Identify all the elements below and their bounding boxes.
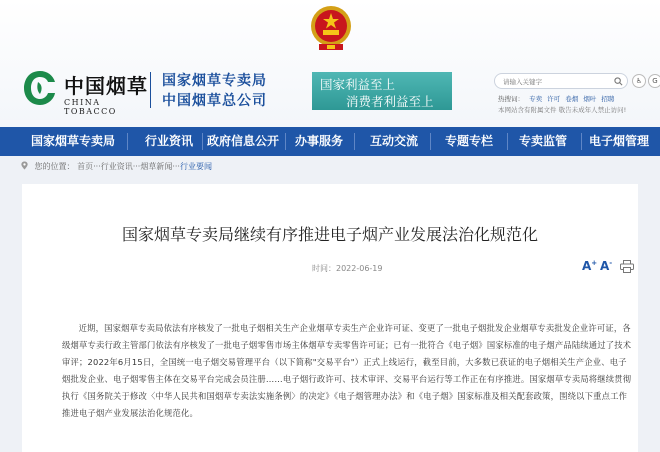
org-name-line1: 国家烟草专卖局 (162, 73, 267, 89)
nav-divider (354, 133, 355, 150)
font-larger-label: A (582, 259, 592, 273)
font-smaller-button[interactable]: A- (600, 259, 613, 273)
org-name (162, 71, 267, 111)
breadcrumb-current[interactable]: 行业要闻 (179, 162, 212, 171)
nav-item-services[interactable]: 办事服务 (295, 134, 344, 148)
national-emblem-icon (309, 4, 353, 54)
nav-item-topics[interactable]: 专题专栏 (445, 134, 494, 148)
article-title: 国家烟草专卖局继续有序推进电子烟产业发展法治化规范化 (121, 225, 538, 244)
location-icon (20, 161, 29, 170)
breadcrumb (20, 161, 212, 172)
print-icon[interactable] (620, 260, 634, 273)
nav-divider (127, 133, 128, 150)
accessibility-icon[interactable]: ♿ (632, 74, 646, 88)
hot-search (498, 94, 617, 103)
logo-english: CHINA TOBACCO (64, 98, 117, 116)
nav-divider (581, 133, 582, 150)
hot-word[interactable]: 许可 (547, 95, 561, 103)
logo-chinese: 中国烟草 (64, 74, 148, 98)
logo-divider (150, 72, 151, 108)
breadcrumb-path[interactable]: 首页···行业资讯···烟草新闻··· (77, 162, 180, 171)
mobile-icon[interactable]: G (648, 74, 660, 88)
search-box (494, 73, 628, 89)
hot-word[interactable]: 烟叶 (583, 95, 597, 103)
nav-item-gov-info[interactable]: 政府信息公开 (207, 134, 280, 148)
nav-item-interaction[interactable]: 互动交流 (370, 134, 419, 148)
hot-word[interactable]: 招聘 (601, 95, 615, 103)
hot-search-label: 热搜词： (498, 95, 524, 103)
site-header (0, 0, 660, 127)
nav-divider (430, 133, 431, 150)
article-panel (22, 184, 638, 452)
nav-item-e-cigarette[interactable]: 电子烟管理 (589, 134, 650, 148)
tobacco-logo-icon (22, 68, 58, 108)
nav-divider (202, 133, 203, 150)
font-smaller-label: A (600, 259, 610, 273)
site-notice-attachments: 本网站含有附属文件 (498, 106, 557, 114)
search-input[interactable] (503, 76, 613, 87)
nav-item-industry-news[interactable]: 行业资讯 (145, 134, 194, 148)
main-nav (0, 127, 660, 156)
search-icon[interactable] (614, 77, 623, 86)
slogan-banner (312, 72, 452, 110)
article-body: 近期，国家烟草专卖局依法有序核发了一批电子烟相关生产企业烟草专卖生产企业许可证、变更了一批电子烟批发企业烟草专卖批发企业许可证，各级烟草专卖行政主管部门依法有序核发了一批电子烟零售市场主体烟草专卖零售许可证；已有一批符合《电子烟》国家标准的电子烟产品陆续通过了技术审评；2022年6月15日，全国统一电子烟交易管理平台（以下简称"交易平台"）正式上线运行，截至目前，大多数已获证的电子烟相关生产企业、电子烟批发企业、电子烟零售主体在交易平台完成会员注册……电子烟行政许可、技术审评、交易平台运行等工作正在有序推进。国家烟草专卖局将继续贯彻执行《国务院关于修改〈中华人民共和国烟草专卖法实施条例〉的决定》《电子烟管理办法》和《电子烟》国家标准及相关配套政策，围绕以下重点工作推进电子烟产业发展法治化规范化。 (62, 323, 632, 418)
nav-item-supervision[interactable]: 专卖监管 (519, 134, 568, 148)
breadcrumb-label: 您的位置： (34, 162, 75, 171)
nav-divider (507, 133, 508, 150)
slogan-line2: 消费者利益至上 (346, 94, 434, 109)
site-notice-minors: 敬告未成年人禁止访问! (558, 106, 627, 114)
tobacco-logo[interactable] (22, 68, 152, 116)
hot-word[interactable]: 专卖 (529, 95, 543, 103)
nav-item-bureau[interactable]: 国家烟草专卖局 (31, 134, 116, 148)
site-notice (498, 105, 626, 114)
org-name-line2: 中国烟草总公司 (162, 93, 267, 109)
font-larger-button[interactable]: A+ (582, 259, 598, 273)
hot-word[interactable]: 卷烟 (565, 95, 579, 103)
slogan-line1: 国家利益至上 (320, 77, 396, 92)
article-date: 时间：2022-06-19 (312, 264, 383, 273)
nav-divider (285, 133, 286, 150)
